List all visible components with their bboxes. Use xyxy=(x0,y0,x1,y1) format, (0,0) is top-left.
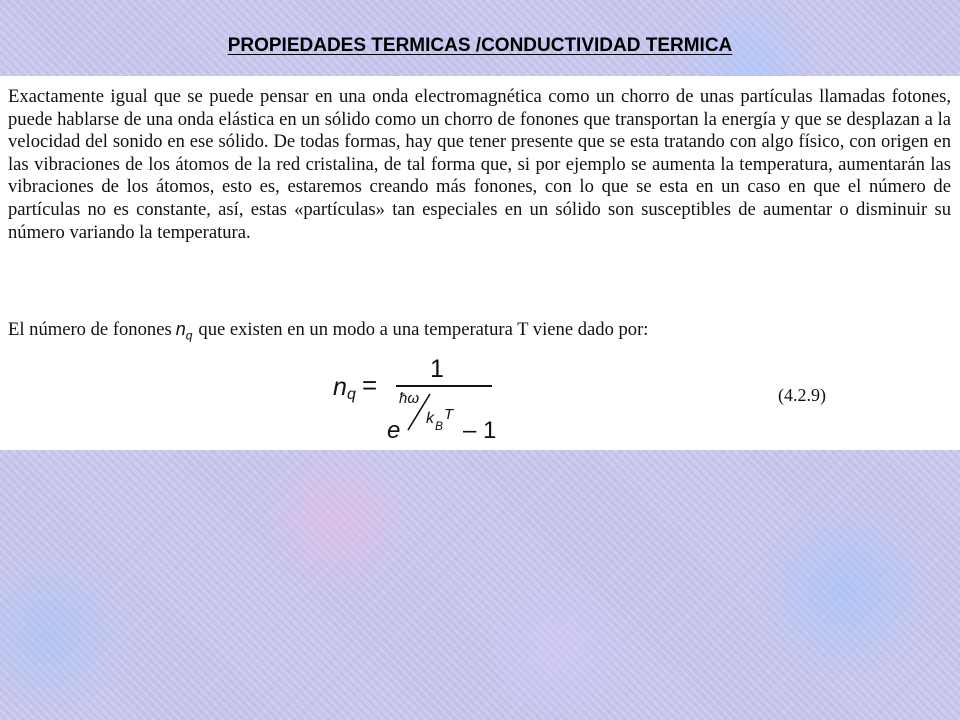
equation-lhs-sub: q xyxy=(347,386,356,403)
equation-equals: = xyxy=(362,370,378,400)
equation-number: (4.2.9) xyxy=(778,385,826,405)
equation-lhs: n xyxy=(333,373,347,401)
equation-exp-denominator-k: k xyxy=(426,410,434,427)
equation-4-2-9 xyxy=(0,76,960,450)
inline-symbol-sub: q xyxy=(185,328,193,343)
fraction-bar xyxy=(396,385,492,387)
paragraph-phonons: Exactamente igual que se puede pensar en una onda electromagnética como un chorro de unas partículas llamadas fotones, puede hablarse de una onda elástica en un sólido como un chorro de fonones que transportan la energía y que se desplazan a la velocidad del sonido en ese sólido. De todas formas, hay que tener presente que se esta tratando con algo físico, con origen en las vibraciones de los átomos de la red cristalina, de tal forma que, si por ejemplo se aumenta la temperatura, aumentarán las vibraciones de los átomos, esto es, estaremos creando más fonones, con lo que se esta en un caso en que el número de partículas no es constante, así, estas «partículas» tan especiales en un sólido son susceptibles de aumentar o disminuir su número variando la temperatura. xyxy=(8,86,951,243)
paragraph-text-after: que existen en un modo a una temperatura T viene dado por: xyxy=(198,319,649,340)
equation-exp-denominator-t: T xyxy=(444,406,454,423)
paragraph-text-before: El número de fonones xyxy=(8,319,172,340)
slide-title-text: PROPIEDADES TERMICAS /CONDUCTIVIDAD TERMICA xyxy=(227,35,733,56)
equation-exp-denominator-sub: B xyxy=(435,419,444,433)
text-panel xyxy=(0,76,960,450)
equation-base-e: e xyxy=(387,417,401,444)
inline-symbol-n: n xyxy=(175,319,186,339)
slide-title xyxy=(0,35,960,57)
equation-exp-numerator: ħω xyxy=(399,390,420,407)
equation-minus-one: – 1 xyxy=(463,417,497,444)
equation-numerator: 1 xyxy=(430,355,444,383)
